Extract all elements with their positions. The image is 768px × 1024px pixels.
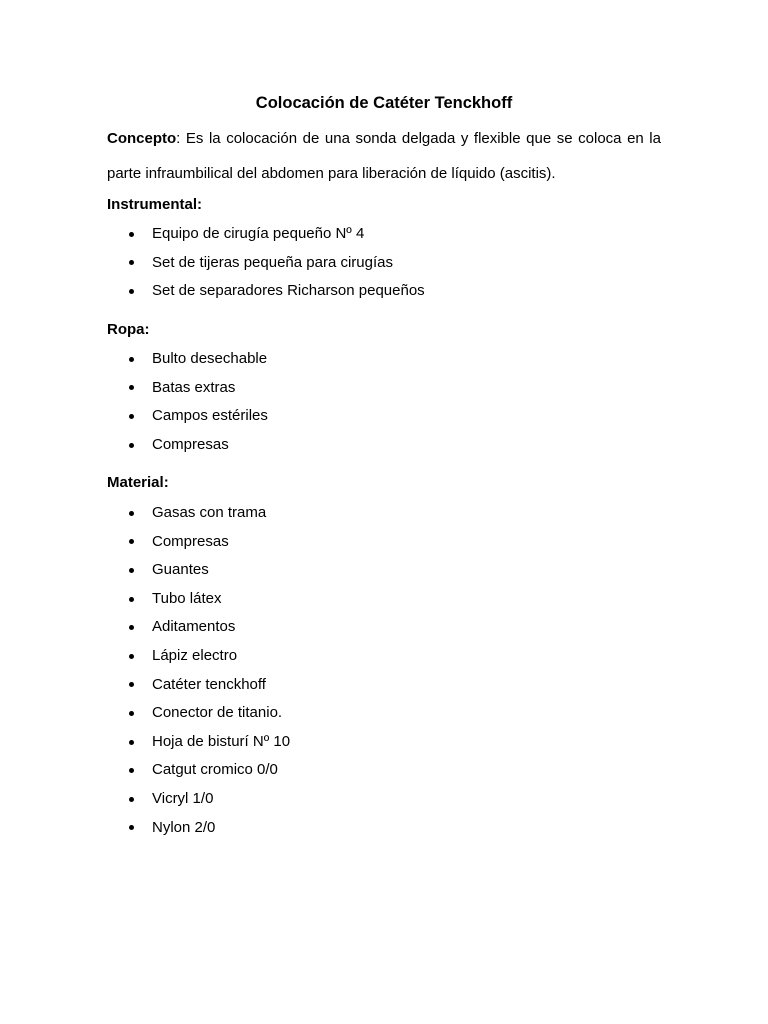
list-item-text: Tubo látex [152,589,222,607]
bullet-icon [129,797,134,802]
bullet-icon [129,568,134,573]
bullet-icon [129,385,134,390]
list-item [107,585,290,614]
list-item-text: Equipo de cirugía pequeño Nº 4 [152,225,365,242]
list-item [107,345,268,374]
bullet-icon [129,232,134,237]
list-item [107,699,290,728]
list-item-text: Bulto desechable [152,350,268,367]
bullet-icon [129,511,134,516]
bullet-icon [129,597,134,602]
bullet-icon [129,825,134,830]
bullet-icon [129,682,134,687]
list-item-text: Set de separadores Richarson pequeños [152,282,425,300]
list-item-text: Conector de titanio. [152,704,283,722]
concept-label: Concepto [107,130,177,147]
list-item [107,374,268,403]
list-item-text: Set de tijeras pequeña para cirugías [152,253,393,271]
list-item-text: Hoja de bisturí Nº 10 [152,732,291,750]
list-item [107,556,290,585]
list-item-text: Guantes [152,561,209,579]
bullet-icon [129,768,134,773]
list-item [107,671,290,700]
bullet-icon [129,443,134,448]
list-item-text: Compresas [152,435,229,453]
list-item [107,431,268,460]
list-item-text: Nylon 2/0 [152,818,216,836]
bullet-icon [129,740,134,745]
section-heading-material: Material: [107,474,169,491]
list-item [107,785,290,814]
bullet-icon [129,625,134,630]
list-item [107,402,268,431]
document-title: Colocación de Catéter Tenckhoff [255,94,513,112]
list-item [107,249,425,278]
list-item-text: Batas extras [152,378,236,396]
list-item-text: Gasas con trama [152,504,267,521]
bullet-icon [129,654,134,659]
material-list [107,499,290,842]
list-item-text: Aditamentos [152,618,236,636]
bullet-icon [129,539,134,544]
list-item-text: Vicryl 1/0 [152,789,214,807]
list-item-text: Catéter tenckhoff [152,675,266,693]
list-item [107,499,290,528]
instrumental-list [107,220,425,306]
list-item [107,728,290,757]
list-item-text: Campos estériles [152,407,268,425]
bullet-icon [129,357,134,362]
list-item [107,220,425,249]
list-item [107,642,290,671]
list-item [107,814,290,843]
section-heading-ropa: Ropa: [107,321,150,338]
ropa-list [107,345,268,459]
bullet-icon [129,711,134,716]
list-item-text: Compresas [152,532,229,550]
list-item [107,528,290,557]
bullet-icon [129,414,134,419]
concept-text: : Es la colocación de una sonda delgada y flexible que se coloca en la parte infraumbilical del abdomen para liberación de líquido (ascitis). [107,130,661,182]
bullet-icon [129,289,134,294]
concept-paragraph [107,121,661,191]
bullet-icon [129,260,134,265]
list-item [107,756,290,785]
section-heading-instrumental: Instrumental: [107,196,203,213]
list-item [107,613,290,642]
list-item [107,277,425,306]
list-item-text: Lápiz electro [152,646,238,664]
list-item-text: Catgut cromico 0/0 [152,761,278,779]
